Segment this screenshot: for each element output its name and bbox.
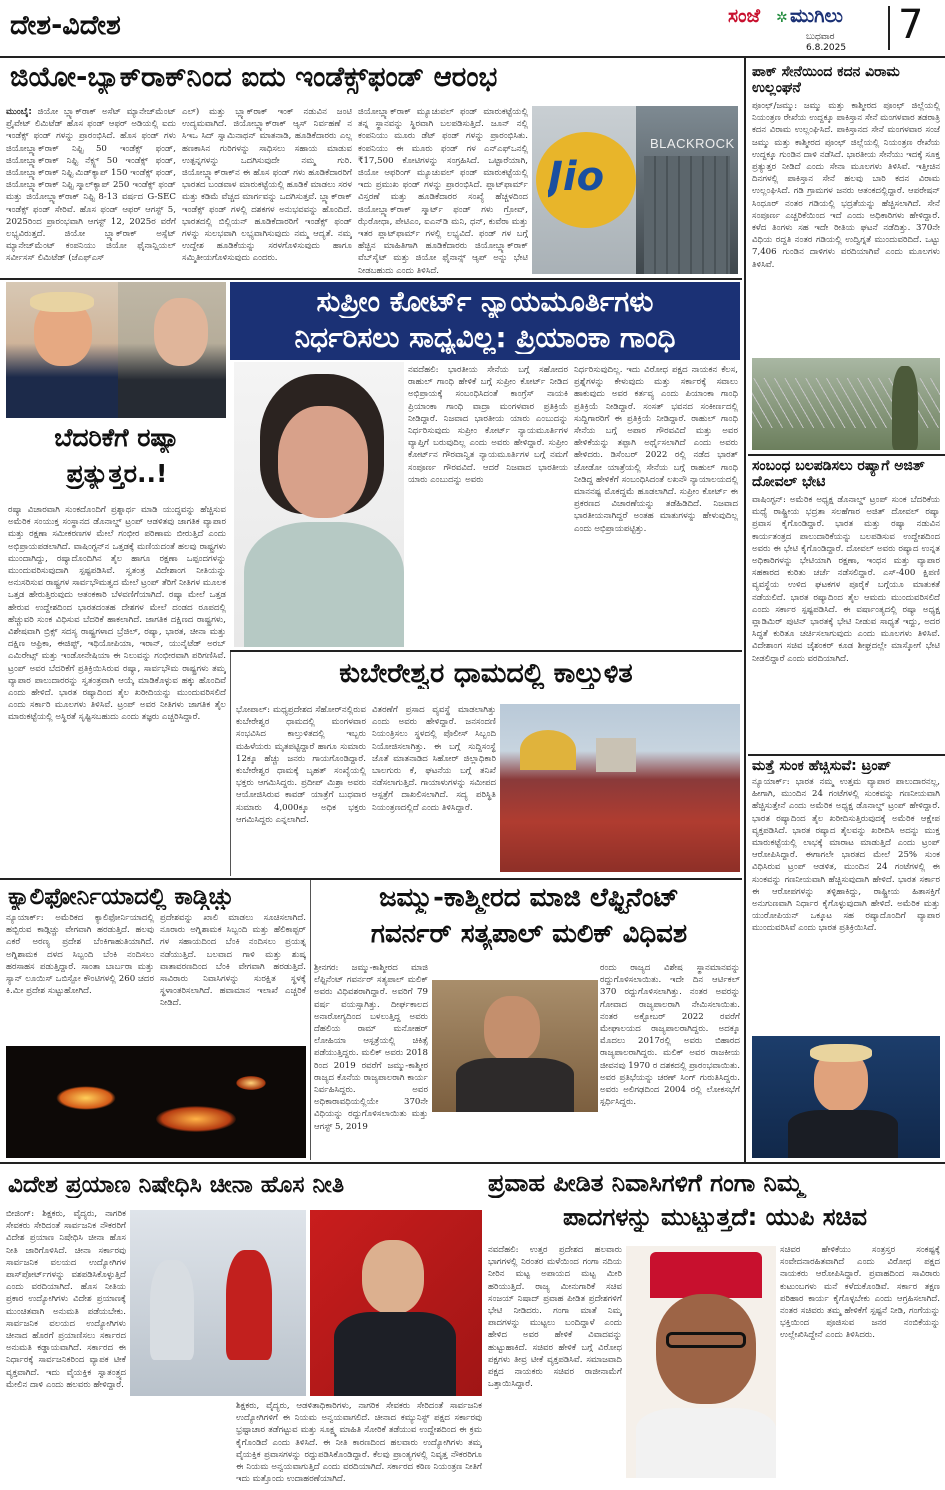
pak-body: ಪೂಂಛ್/ಜಮ್ಮು: ಜಮ್ಮು ಮತ್ತು ಕಾಶ್ಮೀರದ ಪೂಂಛ್ ಜಿಲ್ಲೆಯಲ್ಲಿ ನಿಯಂತ್ರಣ ರೇಖೆಯ ಉದ್ದಕ್ಕೂ ಪಾಕಿಸ್ತಾನ ಸೇನೆ ಮಂಗಳವಾರ ತಡರಾತ್ರಿ ಕದನ ವಿರಾಮ ಉಲ್ಲಂಘಿಸಿದೆ. ಪಾಕಿಸ್ತಾನದ ಸೇನೆ ಮಂಗಳವಾರ ಸಂಜೆ ಜಮ್ಮು ಮತ್ತು ಕಾಶ್ಮೀರದ ಪೂಂಛ್ ಜಿಲ್ಲೆಯಲ್ಲಿ ನಿಯಂತ್ರಣ ರೇಖೆಯ ಉದ್ದಕ್ಕೂ ಗುಂಡಿನ ದಾಳಿ ನಡೆಸಿದೆ. ಭಾರತೀಯ ಸೇನೆಯು ಇದಕ್ಕೆ ಸೂಕ್ತ ಪ್ರತ್ಯುತ್ತರ ನೀಡಿದೆ ಎಂದು ಸೇನಾ ಮೂಲಗಳು ತಿಳಿಸಿವೆ. ಇತ್ತೀಚಿನ ದಿನಗಳಲ್ಲಿ ಪಾಕಿಸ್ತಾನ ಸೇನೆ ಹಲವು ಬಾರಿ ಕದನ ವಿರಾಮ ಉಲ್ಲಂಘಿಸಿದೆ. ಗಡಿ ಗ್ರಾಮಗಳ ಜನರು ಆತಂಕದಲ್ಲಿದ್ದಾರೆ. ಆಪರೇಷನ್ ಸಿಂಧೂರ್ ನಂತರ ಗಡಿಯಲ್ಲಿ ಭದ್ರತೆಯನ್ನು ಹೆಚ್ಚಿಸಲಾಗಿದೆ. ಸೇನೆ ಸಂಪೂರ್ಣ ಎಚ್ಚರಿಕೆಯಿಂದ ಇದೆ ಎಂದು ಅಧಿಕಾರಿಗಳು ಹೇಳಿದ್ದಾರೆ. ಕಳೆದ ತಿಂಗಳು ಸಹ ಇದೇ ರೀತಿಯ ಘಟನೆ ನಡೆದಿತ್ತು. 370ನೇ ವಿಧಿಯ ರದ್ದತಿ ನಂತರ ಗಡಿಯಲ್ಲಿ ಉದ್ವಿಗ್ನತೆ ಮುಂದುವರಿದಿದೆ. ಒಟ್ಟು 7,406 ಗುಂಡಿನ ದಾಳಿಗಳು ವರದಿಯಾಗಿವೆ ಎಂದು ಮೂಲಗಳು ತಿಳಿಸಿವೆ.	[752, 101, 940, 270]
xi-jinping-photo	[310, 1210, 482, 1396]
rule-right-2	[748, 754, 945, 756]
russia-body: ರಷ್ಯಾ ವಿಚಾರವಾಗಿ ಸುಂಕದೊಂದಿಗೆ ಪ್ರಶ್ನಾರ್ಥ ಮಾಡಿ ಯುದ್ಧವನ್ನು ಹೆಚ್ಚಿಸುವ ಅಮೆರಿಕ ಸಂಯುಕ್ತ ಸಂಸ್ಥಾನದ ಡೊನಾಲ್ಡ್ ಟ್ರಂಪ್ ಆಡಳಿತವು ಜಾಗತಿಕ ವ್ಯಾಪಾರ ಮತ್ತು ರಕ್ಷಣಾ ಸಮೀಕರಣಗಳ ಮೇಲೆ ಗಂಭೀರ ಪರಿಣಾಮ ಬೀರುತ್ತಿದೆ ಎಂದು ಅಭಿಪ್ರಾಯಪಡಲಾಗಿದೆ. ವಾಷಿಂಗ್ಟನ್‌ನ ಒತ್ತಡಕ್ಕೆ ಮಣಿಯದಂತೆ ಹಲವು ರಾಷ್ಟ್ರಗಳು ಮುಂದಾಗಿದ್ದು, ರಷ್ಯಾದೊಂದಿಗಿನ ತೈಲ ಹಾಗೂ ರಕ್ಷಣಾ ಒಪ್ಪಂದಗಳನ್ನು ಮುಂದುವರಿಸುವುದಾಗಿ ಸ್ಪಷ್ಟಪಡಿಸಿವೆ. ಸ್ವತಂತ್ರ ವಿದೇಶಾಂಗ ನೀತಿಯನ್ನು ಅನುಸರಿಸುವ ರಾಷ್ಟ್ರಗಳ ಸಾರ್ವಭೌಮತ್ವದ ಮೇಲೆ ಟ್ರಂಪ್ ತೆರಿಗೆ ನೀತಿಗಳ ಮೂಲಕ ಒತ್ತಡ ಹೇರುತ್ತಿರುವುದು ಆತಂಕಕಾರಿ ಬೆಳವಣಿಗೆಯಾಗಿದೆ. ರಷ್ಯಾ ಮೇಲೆ ಒತ್ತಡ ಹೇರುವ ಉದ್ದೇಶದಿಂದ ಭಾರತದಂತಹ ದೇಶಗಳ ಮೇಲೆ ದಂಡದ ರೂಪದಲ್ಲಿ ಹೆಚ್ಚುವರಿ ಸುಂಕ ವಿಧಿಸುವ ಬೆದರಿಕೆ ಹಾಕಲಾಗಿದೆ. ಜಾಗತಿಕ ದಕ್ಷಿಣದ ರಾಷ್ಟ್ರಗಳು, ವಿಶೇಷವಾಗಿ ಬ್ರಿಕ್ಸ್ ಸದಸ್ಯ ರಾಷ್ಟ್ರಗಳಾದ ಬ್ರೆಜಿಲ್, ರಷ್ಯಾ, ಭಾರತ, ಚೀನಾ ಮತ್ತು ದಕ್ಷಿಣ ಆಫ್ರಿಕಾ, ಈಜಿಪ್ಟ್, ಇಥಿಯೋಪಿಯಾ, ಇರಾನ್, ಯುನೈಟೆಡ್ ಅರಬ್ ಎಮಿರೇಟ್ಸ್ ಮತ್ತು ಇಂಡೋನೇಷಿಯಾ ಈ ನಿಲುವನ್ನು ಗಂಭೀರವಾಗಿ ಪರಿಗಣಿಸಿವೆ. ಟ್ರಂಪ್ ಅವರ ಬೆದರಿಕೆಗೆ ಪ್ರತಿಕ್ರಿಯಿಸಿರುವ ರಷ್ಯಾ, ಸಾರ್ವಭೌಮ ರಾಷ್ಟ್ರಗಳು ತಮ್ಮ ವ್ಯಾಪಾರ ಪಾಲುದಾರರನ್ನು ಸ್ವತಂತ್ರವಾಗಿ ಆಯ್ಕೆ ಮಾಡಿಕೊಳ್ಳುವ ಹಕ್ಕು ಹೊಂದಿವೆ ಎಂದು ಹೇಳಿದೆ. ಭಾರತ ರಷ್ಯಾದಿಂದ ತೈಲ ಖರೀದಿಯನ್ನು ಮುಂದುವರಿಸಲಿದೆ ಎಂದು ಸರ್ಕಾರಿ ಮೂಲಗಳು ತಿಳಿಸಿವೆ. ಟ್ರಂಪ್ ಅವರ ನೀತಿಗಳು ಜಾಗತಿಕ ತೈಲ ಮಾರುಕಟ್ಟೆಯಲ್ಲಿ ಅಸ್ಥಿರತೆ ಸೃಷ್ಟಿಸಬಹುದು ಎಂದು ತಜ್ಞರು ಎಚ್ಚರಿಸಿದ್ದಾರೆ.	[8, 505, 226, 723]
kuber-headline: ಕುಬೇರೇಶ್ವರ ಧಾಮದಲ್ಲಿ ಕಾಲ್ತುಳಿತ	[339, 658, 633, 689]
california-col-1: ನ್ಯೂಯಾರ್ಕ್: ಅಮೆರಿಕದ ಕ್ಯಾಲಿಫೋರ್ನಿಯಾದಲ್ಲಿ ಹಬ್ಬಿರುವ ಕಾಡ್ಗಿಚ್ಚು ವೇಗವಾಗಿ ಹರಡುತ್ತಿದೆ. ಹಲವು ಎಕರೆ ಅರಣ್ಯ ಪ್ರದೇಶ ಬೆಂಕಿಗಾಹುತಿಯಾಗಿದೆ. ಅಗ್ನಿಶಾಮಕ ದಳದ ಸಿಬ್ಬಂದಿ ಬೆಂಕಿ ನಂದಿಸಲು ಹರಸಾಹಸ ಪಡುತ್ತಿದ್ದಾರೆ. ಸಾಂತಾ ಬಾರ್ಬರಾ ಮತ್ತು ಸ್ಯಾನ್ ಲೂಯಿಸ್ ಒಬಿಸ್ಪೋ ಕೌಂಟಿಗಳಲ್ಲಿ 260 ಚದರ ಕಿ.ಮೀ ಪ್ರದೇಶ ಸುಟ್ಟುಹೋಗಿದೆ.	[6, 913, 154, 997]
russia-headline-line-1: ಬೆದರಿಕೆಗೆ ರಷ್ಯಾ	[54, 424, 180, 452]
trump-hair	[30, 292, 94, 312]
rule-1	[0, 278, 742, 280]
california-headline: ಕ್ಯಾಲಿಫೋರ್ನಿಯಾದಲ್ಲಿ ಕಾಡ್ಗಿಚ್ಚು	[8, 884, 234, 910]
rule-v-right	[744, 58, 746, 1162]
priyanka-headline-line-1: ಸುಪ್ರೀಂ ಕೋರ್ಟ್ ನ್ಯಾಯಮೂರ್ತಿಗಳು	[316, 286, 654, 318]
blackrock-building-image	[636, 106, 738, 274]
priyanka-headline-banner	[230, 282, 740, 360]
trump-tariff-headline: ಮತ್ತೆ ಸುಂಕ ಹೆಚ್ಚಿಸುವೆ: ಟ್ರಂಪ್	[752, 758, 892, 774]
kuber-crowd-photo	[500, 704, 740, 872]
jio-dateline: ಮುಂಬೈ:	[6, 107, 32, 117]
page-number: 7	[898, 2, 924, 48]
palm-icon: ✲	[776, 10, 788, 26]
header-divider	[888, 6, 890, 50]
ganga-headline-line-1: ಪ್ರವಾಹ ಪೀಡಿತ ನಿವಾಸಿಗಳಿಗೆ ಗಂಗಾ ನಿಮ್ಮ	[488, 1170, 803, 1197]
trump-podium-photo	[752, 1036, 940, 1158]
jio-col-1	[6, 106, 176, 276]
priyanka-photo	[234, 362, 404, 647]
malik-jacket	[456, 1058, 574, 1112]
party-cap	[650, 1252, 762, 1298]
rule-v-mid	[310, 880, 311, 1160]
doval-headline: ಸಂಬಂಧ ಬಲಪಡಿಸಲು ರಷ್ಯಾಗೆ ಅಜಿತ್ ದೋವಲ್ ಭೇಟಿ	[752, 458, 925, 491]
officer-figure	[150, 1260, 194, 1360]
priyanka-col-2: ನಿರ್ಧರಿಸುವುದಿಲ್ಲ. ಇದು ವಿರೋಧ ಪಕ್ಷದ ನಾಯಕನ ಕೆಲಸ, ಪ್ರಶ್ನೆಗಳನ್ನು ಕೇಳುವುದು ಮತ್ತು ಸರ್ಕಾರಕ್ಕೆ ಸವಾಲು ಹಾಕುವುದು ಅವರ ಕರ್ತವ್ಯ ಎಂದು ಪಿಯಾಂಕಾ ಗಾಂಧಿ ಪ್ರತಿಕ್ರಿಯೆ ನೀಡಿದ್ದಾರೆ. ಸಂಸತ್ ಭವನದ ಸಂಕೀರ್ಣದಲ್ಲಿ ಸುದ್ದಿಗಾರರಿಗೆ ಈ ಪ್ರತಿಕ್ರಿಯೆ ನೀಡಿದ್ದಾರೆ. ರಾಹುಲ್ ಗಾಂಧಿ ಸೇನೆಯ ಬಗ್ಗೆ ಅಪಾರ ಗೌರವವಿದೆ ಮತ್ತು ಅವರ ಹೇಳಿಕೆಯನ್ನು ತಪ್ಪಾಗಿ ಅರ್ಥೈಸಲಾಗಿದೆ ಎಂದು ಅವರು ಹೇಳಿದರು. ಡಿಸೆಂಬರ್ 2022 ರಲ್ಲಿ ನಡೆದ ಭಾರತ್ ಜೋಡೋ ಯಾತ್ರೆಯಲ್ಲಿ ಸೇನೆಯ ಬಗ್ಗೆ ರಾಹುಲ್ ಗಾಂಧಿ ನೀಡಿದ್ದ ಹೇಳಿಕೆಗೆ ಸಂಬಂಧಿಸಿದಂತೆ ಲಖನೌ ನ್ಯಾಯಾಲಯದಲ್ಲಿ ಮಾನನಷ್ಟ ಮೊಕದ್ದಮೆ ಹೂಡಲಾಗಿದೆ. ಸುಪ್ರೀಂ ಕೋರ್ಟ್ ಈ ಪ್ರಕರಣದ ವಿಚಾರಣೆಯನ್ನು ತಡೆಹಿಡಿದಿದೆ. ನಿಜವಾದ ಭಾರತೀಯನಾಗಿದ್ದರೆ ಅಂತಹ ಮಾತುಗಳನ್ನು ಹೇಳುವುದಿಲ್ಲ ಎಂದು ಅಭಿಪ್ರಾಯಪಟ್ಟಿತ್ತು.	[574, 365, 738, 534]
temple-dome	[520, 730, 576, 770]
priyanka-headline-line-2: ನಿರ್ಧರಿಸಲು ಸಾಧ್ಯವಿಲ್ಲ: ಪ್ರಿಯಾಂಕಾ ಗಾಂಧಿ	[294, 322, 676, 354]
ganga-col-1: ನವದೆಹಲಿ: ಉತ್ತರ ಪ್ರದೇಶದ ಹಲವಾರು ಭಾಗಗಳಲ್ಲಿ ನಿರಂತರ ಮಳೆಯಿಂದ ಗಂಗಾ ನದಿಯ ನೀರಿನ ಮಟ್ಟ ಅಪಾಯದ ಮಟ್ಟ ಮೀರಿ ಹರಿಯುತ್ತಿದೆ. ರಾಜ್ಯ ಮೀನುಗಾರಿಕೆ ಸಚಿವ ಸಂಜಯ್ ನಿಷಾದ್ ಪ್ರವಾಹ ಪೀಡಿತ ಪ್ರದೇಶಗಳಿಗೆ ಭೇಟಿ ನೀಡಿದರು. ಗಂಗಾ ಮಾತೆ ನಿಮ್ಮ ಪಾದಗಳನ್ನು ಮುಟ್ಟಲು ಬಂದಿದ್ದಾಳೆ ಎಂದು ಹೇಳಿದ ಅವರ ಹೇಳಿಕೆ ವಿವಾದವನ್ನು ಹುಟ್ಟುಹಾಕಿದೆ. ಸಚಿವರ ಹೇಳಿಕೆ ಬಗ್ಗೆ ವಿರೋಧ ಪಕ್ಷಗಳು ತೀವ್ರ ಟೀಕೆ ವ್ಯಕ್ತಪಡಿಸಿವೆ. ಸಮಾಜವಾದಿ ಪಕ್ಷದ ನಾಯಕರು ಸಚಿವರ ರಾಜೀನಾಮೆಗೆ ಒತ್ತಾಯಿಸಿದ್ದಾರೆ.	[488, 1245, 622, 1390]
priyanka-col-1: ನವದೆಹಲಿ: ಭಾರತೀಯ ಸೇನೆಯ ಬಗ್ಗೆ ಸಹೋದರ ರಾಹುಲ್ ಗಾಂಧಿ ಹೇಳಿಕೆ ಬಗ್ಗೆ ಸುಪ್ರೀಂ ಕೋರ್ಟ್ ನೀಡಿದ ಅಭಿಪ್ರಾಯಕ್ಕೆ ಸಂಬಂಧಿಸಿದಂತೆ ಕಾಂಗ್ರೆಸ್ ನಾಯಕಿ ಪ್ರಿಯಾಂಕಾ ಗಾಂಧಿ ವಾದ್ರಾ ಮಂಗಳವಾರ ಪ್ರತಿಕ್ರಿಯೆ ನೀಡಿದ್ದಾರೆ. ನಿಜವಾದ ಭಾರತೀಯ ಯಾರು ಎಂಬುದನ್ನು ನಿರ್ಧರಿಸುವುದು ಸುಪ್ರೀಂ ಕೋರ್ಟ್ ನ್ಯಾಯಮೂರ್ತಿಗಳ ವ್ಯಾಪ್ತಿಗೆ ಬರುವುದಿಲ್ಲ ಎಂದು ಅವರು ಹೇಳಿದ್ದಾರೆ. ಸುಪ್ರೀಂ ಕೋರ್ಟ್‌ನ ಗೌರವಾನ್ವಿತ ನ್ಯಾಯಮೂರ್ತಿಗಳ ಬಗ್ಗೆ ನಮಗೆ ಸಂಪೂರ್ಣ ಗೌರವವಿದೆ. ಆದರೆ ನಿಜವಾದ ಭಾರತೀಯ ಯಾರು ಎಂಬುದನ್ನು ಅವರು	[408, 365, 568, 485]
section-label: ದೇಶ-ವಿದೇಶ	[10, 10, 121, 41]
minister-photo	[626, 1246, 776, 1478]
wildfire-photo	[6, 1046, 306, 1158]
malik-photo	[432, 980, 598, 1112]
fire-glow-3	[236, 1076, 266, 1090]
rule-right-1	[748, 454, 945, 456]
building-glass	[644, 156, 730, 274]
putin-face	[154, 298, 208, 366]
china-airport-photo	[130, 1210, 306, 1396]
issue-day: ಬುಧವಾರ	[806, 32, 835, 42]
malik-col-1: ಶ್ರೀನಗರ: ಜಮ್ಮು-ಕಾಶ್ಮೀರದ ಮಾಜಿ ಲೆಫ್ಟಿನೆಂಟ್ ಗವರ್ನರ್ ಸತ್ಯಪಾಲ್ ಮಲಿಕ್ ಅವರು ವಿಧಿವಶರಾಗಿದ್ದಾರೆ. ಅವರಿಗೆ 79 ವರ್ಷ ವಯಸ್ಸಾಗಿತ್ತು. ದೀರ್ಘಕಾಲದ ಅನಾರೋಗ್ಯದಿಂದ ಬಳಲುತ್ತಿದ್ದ ಅವರು ದೆಹಲಿಯ ರಾಮ್ ಮನೋಹರ್ ಲೋಹಿಯಾ ಆಸ್ಪತ್ರೆಯಲ್ಲಿ ಚಿಕಿತ್ಸೆ ಪಡೆಯುತ್ತಿದ್ದರು. ಮಲಿಕ್ ಅವರು 2018 ರಿಂದ 2019 ರವರೆಗೆ ಜಮ್ಮು-ಕಾಶ್ಮೀರ ರಾಜ್ಯದ ಕೊನೆಯ ರಾಜ್ಯಪಾಲರಾಗಿ ಕಾರ್ಯ ನಿರ್ವಹಿಸಿದ್ದರು. ಅವರ ಅಧಿಕಾರಾವಧಿಯಲ್ಲಿಯೇ 370ನೇ ವಿಧಿಯನ್ನು ರದ್ದುಗೊಳಿಸಲಾಯಿತು ಮತ್ತು ಆಗಸ್ಟ್ 5, 2019	[314, 963, 428, 1132]
california-col-2: ಪ್ರದೇಶವನ್ನು ಖಾಲಿ ಮಾಡಲು ಸೂಚಿಸಲಾಗಿದೆ. ನೂರಾರು ಅಗ್ನಿಶಾಮಕ ಸಿಬ್ಬಂದಿ ಮತ್ತು ಹೆಲಿಕಾಪ್ಟರ್ ಗಳ ಸಹಾಯದಿಂದ ಬೆಂಕಿ ನಂದಿಸಲು ಪ್ರಯತ್ನ ನಡೆಯುತ್ತಿದೆ. ಬಲವಾದ ಗಾಳಿ ಮತ್ತು ಶುಷ್ಕ ವಾತಾವರಣದಿಂದ ಬೆಂಕಿ ವೇಗವಾಗಿ ಹರಡುತ್ತಿದೆ. ಸಾವಿರಾರು ನಿವಾಸಿಗಳನ್ನು ಸುರಕ್ಷಿತ ಸ್ಥಳಕ್ಕೆ ಸ್ಥಳಾಂತರಿಸಲಾಗಿದೆ. ಹವಾಮಾನ ಇಲಾಖೆ ಎಚ್ಚರಿಕೆ ನೀಡಿದೆ.	[160, 913, 306, 1009]
china-col-2: ಶಿಕ್ಷಕರು, ವೈದ್ಯರು, ಆಡಳಿತಾಧಿಕಾರಿಗಳು, ನಾಗರಿಕ ಸೇವಕರು ಸೇರಿದಂತೆ ಸಾರ್ವಜನಿಕ ಉದ್ಯೋಗಿಗಳಿಗೆ ಈ ನಿಯಮ ಅನ್ವಯವಾಗಲಿದೆ. ಚೀನಾದ ಕಮ್ಯುನಿಸ್ಟ್ ಪಕ್ಷದ ಸರ್ಕಾರವು ಭ್ರಷ್ಟಾಚಾರ ತಡೆಗಟ್ಟುವ ಮತ್ತು ಸೂಕ್ಷ್ಮ ಮಾಹಿತಿ ಸೋರಿಕೆ ತಡೆಯುವ ಉದ್ದೇಶದಿಂದ ಈ ಕ್ರಮ ಕೈಗೊಂಡಿದೆ ಎಂದು ತಿಳಿಸಿದೆ. ಈ ನೀತಿ ಕಾರಣದಿಂದ ಹಲವಾರು ಉದ್ಯೋಗಿಗಳು ತಮ್ಮ ವೈಯಕ್ತಿಕ ಪ್ರವಾಸಗಳನ್ನು ರದ್ದುಪಡಿಸಿಕೊಂಡಿದ್ದಾರೆ. ಕೆಲವು ಪ್ರಾಂತ್ಯಗಳಲ್ಲಿ ನಿವೃತ್ತ ನೌಕರರಿಗೂ ಈ ನಿಯಮ ಅನ್ವಯವಾಗುತ್ತಿದೆ ಎಂದು ವರದಿಯಾಗಿದೆ. ಸರ್ಕಾರದ ಕಠಿಣ ನಿಯಂತ್ರಣ ನೀತಿಗೆ ಇದು ಮತ್ತೊಂದು ಉದಾಹರಣೆಯಾಗಿದೆ.	[236, 1401, 482, 1485]
minister-face	[656, 1294, 756, 1404]
temple-spire	[596, 738, 636, 772]
russia-headline-line-2: ಪ್ರತ್ಯುತ್ತರ..!	[66, 460, 168, 488]
malik-face	[484, 996, 540, 1062]
malik-headline-line-1: ಜಮ್ಮು-ಕಾಶ್ಮೀರದ ಮಾಜಿ ಲೆಫ್ಟಿನೆಂಟ್	[379, 884, 679, 913]
jio-blackrock-photo	[532, 106, 738, 274]
jio-col-2: ಎಲ್) ಮತ್ತು ಬ್ಲ್ಯಾಕ್‌ರಾಕ್ ಇಂಕ್ ನಡುವಿನ ಜಂಟಿ ಉದ್ಯಮವಾಗಿದೆ. ಜಿಯೋಬ್ಲ್ಯಾಕ್‌ರಾಕ್ ಆ್ಯಸ್ ನಿರ್ವಹಣೆ ನ ಸಿಇಒ ಸಿದ್ ಸ್ವಾಮಿನಾಥನ್ ಮಾತನಾಡಿ, ಹೂಡಿಕೆದಾರರು ಎಲ್ಲ ಹಣಕಾಸಿನ ಗುರಿಗಳನ್ನು ಸಾಧಿಸಲು ಸಹಾಯ ಮಾಡುವ ಉತ್ಪನ್ನಗಳನ್ನು ಒದಗಿಸುವುದೇ ನಮ್ಮ ಗುರಿ. ಜಿಯೋಬ್ಲ್ಯಾಕ್‌ರಾಕ್‌ನ ಈ ಹೊಸ ಫಂಡ್ ಗಳು ಹೂಡಿಕೆದಾರರಿಗೆ ಭಾರತದ ಬಂಡವಾಳ ಮಾರುಕಟ್ಟೆಯಲ್ಲಿ ಹೂಡಿಕೆ ಮಾಡಲು ಸರಳ ಮತ್ತು ಕಡಿಮೆ ವೆಚ್ಚದ ಮಾರ್ಗವನ್ನು ಒದಗಿಸುತ್ತವೆ. ಬ್ಲ್ಯಾಕ್‌ರಾಕ್ ಇಂಡೆಕ್ಸ್ ಫಂಡ್ ಗಳಲ್ಲಿ ದಶಕಗಳ ಅನುಭವವನ್ನು ಹೊಂದಿದೆ. ಭಾರತದಲ್ಲಿ ಬಿಲ್ಲಿಯನ್ ಹೂಡಿಕೆದಾರರಿಗೆ ಇಂಡೆಕ್ಸ್ ಫಂಡ್ ಗಳನ್ನು ಸುಲಭವಾಗಿ ಲಭ್ಯವಾಗಿಸುವುದು ನಮ್ಮ ಆದ್ಯತೆ. ನಮ್ಮ ಉದ್ದೇಶ ಹೂಡಿಕೆಯನ್ನು ಸರಳಗೊಳಿಸುವುದು ಹಾಗೂ ಸಮ್ಮಿತೀಯಗೊಳಿಸುವುದು ಎಂದರು.	[182, 107, 352, 264]
fire-glow-2	[156, 1106, 236, 1132]
issue-date: 6.8.2025	[806, 43, 847, 53]
kuber-col-1: ಭೋಪಾಲ್: ಮಧ್ಯಪ್ರದೇಶದ ಸೆಹೋರ್‌ನಲ್ಲಿರುವ ಕುಬೇರೇಶ್ವರ ಧಾಮದಲ್ಲಿ ಮಂಗಳವಾರ ಸಂಭವಿಸಿದ ಕಾಲ್ತುಳಿತದಲ್ಲಿ ಇಬ್ಬರು ಮಹಿಳೆಯರು ಮೃತಪಟ್ಟಿದ್ದಾರೆ ಹಾಗೂ ಸುಮಾರು 12ಕ್ಕೂ ಹೆಚ್ಚು ಜನರು ಗಾಯಗೊಂಡಿದ್ದಾರೆ. ಕುಬೇರೇಶ್ವರ ಧಾಮಕ್ಕೆ ಬೃಹತ್ ಸಂಖ್ಯೆಯಲ್ಲಿ ಭಕ್ತರು ಆಗಮಿಸಿದ್ದರು. ಪ್ರದೀಪ್ ಮಿಶ್ರಾ ಅವರು ಆಯೋಜಿಸಿರುವ ಕಾವಡ್ ಯಾತ್ರೆಗೆ ಬುಧವಾರ ಸುಮಾರು 4,000ಕ್ಕೂ ಅಧಿಕ ಭಕ್ತರು ಆಗಮಿಸಿದ್ದರು ಎನ್ನಲಾಗಿದೆ.	[236, 705, 366, 825]
trump-podium-suit	[788, 1110, 898, 1158]
jio-logo-image	[532, 106, 636, 274]
trump-tariff-body: ನ್ಯೂಯಾರ್ಕ್: ಭಾರತ ನಮ್ಮ ಉತ್ತಮ ವ್ಯಾಪಾರ ಪಾಲುದಾರನಲ್ಲ, ಹೀಗಾಗಿ, ಮುಂದಿನ 24 ಗಂಟೆಗಳಲ್ಲಿ ಸುಂಕವನ್ನು ಗಣನೀಯವಾಗಿ ಹೆಚ್ಚಿಸುತ್ತೇನೆ ಎಂದು ಅಮೆರಿಕ ಅಧ್ಯಕ್ಷ ಡೊನಾಲ್ಡ್ ಟ್ರಂಪ್ ಹೇಳಿದ್ದಾರೆ. ಭಾರತ ರಷ್ಯಾದಿಂದ ತೈಲ ಖರೀದಿಸುತ್ತಿರುವುದಕ್ಕೆ ಅಮೆರಿಕ ಆಕ್ಷೇಪ ವ್ಯಕ್ತಪಡಿಸಿದೆ. ಭಾರತ ರಷ್ಯಾದ ತೈಲವನ್ನು ಖರೀದಿಸಿ ಅದನ್ನು ಮುಕ್ತ ಮಾರುಕಟ್ಟೆಯಲ್ಲಿ ಲಾಭಕ್ಕೆ ಮಾರಾಟ ಮಾಡುತ್ತಿದೆ ಎಂದು ಟ್ರಂಪ್ ಆರೋಪಿಸಿದ್ದಾರೆ. ಈಗಾಗಲೇ ಭಾರತದ ಮೇಲೆ 25% ಸುಂಕ ವಿಧಿಸಿರುವ ಟ್ರಂಪ್ ಆಡಳಿತ, ಮುಂದಿನ 24 ಗಂಟೆಗಳಲ್ಲಿ ಈ ಸುಂಕವನ್ನು ಗಣನೀಯವಾಗಿ ಹೆಚ್ಚಿಸುವುದಾಗಿ ಹೇಳಿದೆ. ಭಾರತ ಸರ್ಕಾರ ಈ ಆರೋಪಗಳನ್ನು ತಳ್ಳಿಹಾಕಿದ್ದು, ರಾಷ್ಟ್ರೀಯ ಹಿತಾಸಕ್ತಿಗೆ ಅನುಗುಣವಾಗಿ ನಿರ್ಧಾರ ಕೈಗೊಳ್ಳುವುದಾಗಿ ಹೇಳಿದೆ. ಅಮೆರಿಕ ಮತ್ತು ಯುರೋಪಿಯನ್ ಒಕ್ಕೂಟ ಸಹ ರಷ್ಯಾದೊಂದಿಗೆ ವ್ಯಾಪಾರ ಮುಂದುವರಿಸಿವೆ ಎಂದು ಭಾರತ ಪ್ರತಿಕ್ರಿಯಿಸಿದೆ.	[752, 777, 940, 934]
minister-shirt	[636, 1408, 776, 1478]
priyanka-saree	[244, 522, 404, 647]
soldier-figure	[892, 366, 918, 450]
blackrock-sign: BLACKROCK	[650, 136, 735, 151]
kuber-col-2: ವಿತರಣೆಗೆ ಪ್ರಸಾದ ವ್ಯವಸ್ಥೆ ಮಾಡಲಾಗಿತ್ತು ಎಂದು ಅವರು ಹೇಳಿದ್ದಾರೆ. ಜನಸಂದಣಿ ನಿಯಂತ್ರಿಸಲು ಸ್ಥಳದಲ್ಲಿ ಪೊಲೀಸ್ ಸಿಬ್ಬಂದಿ ನಿಯೋಜಿಸಲಾಗಿತ್ತು. ಈ ಬಗ್ಗೆ ಸುದ್ದಿಸಂಸ್ಥೆ ಜೊತೆ ಮಾತನಾಡಿದ ಸಿಹೋರ್ ಜಿಲ್ಲಾಧಿಕಾರಿ ಬಾಲಗುರು ಕೆ, ಘಟನೆಯ ಬಗ್ಗೆ ತನಿಖೆ ನಡೆಸಲಾಗುತ್ತಿದೆ. ಗಾಯಾಳುಗಳನ್ನು ಸಮೀಪದ ಆಸ್ಪತ್ರೆಗೆ ದಾಖಲಿಸಲಾಗಿದೆ. ಸದ್ಯ ಪರಿಸ್ಥಿತಿ ನಿಯಂತ್ರಣದಲ್ಲಿದೆ ಎಂದು ತಿಳಿಸಿದ್ದಾರೆ.	[372, 705, 496, 813]
priyanka-face	[278, 406, 368, 518]
ganga-headline-line-2: ಪಾದಗಳನ್ನು ಮುಟ್ಟುತ್ತದೆ: ಯುಪಿ ಸಚಿವ	[563, 1204, 867, 1231]
trump-putin-photo	[6, 282, 226, 418]
jio-col-3: ಜಿಯೋಬ್ಲ್ಯಾಕ್‌ರಾಕ್ ಮ್ಯೂಚುವಲ್ ಫಂಡ್ ಮಾರುಕಟ್ಟೆಯಲ್ಲಿ ತನ್ನ ಸ್ಥಾನವನ್ನು ಸ್ಥಿರವಾಗಿ ಬಲಪಡಿಸುತ್ತಿದೆ. ಜೂನ್ ನಲ್ಲಿ ಕಂಪನಿಯು ಮೂರು ಡೆಟ್ ಫಂಡ್ ಗಳನ್ನು ಪ್ರಾರಂಭಿಸಿತು. ಕಂಪನಿಯು ಈ ಮೂರು ಫಂಡ್ ಗಳ ಎನ್‌ಎಫ್‌ಒನಲ್ಲಿ ₹17,500 ಕೋಟಿಗಳನ್ನು ಸಂಗ್ರಹಿಸಿದೆ. ಒಟ್ಟಾರೆಯಾಗಿ, ಜಿಯೋ ಆಫರಿಂಗ್ ಮ್ಯೂಚುವಲ್ ಫಂಡ್ ಮಾರುಕಟ್ಟೆಯಲ್ಲಿ ಇದು ಪ್ರಮುಖ ಫಂಡ್ ಗಳನ್ನು ಪ್ರಾರಂಭಿಸಿದೆ. ಪ್ಲಾಟ್‌ಫಾರ್ಮ್ ವಿಸ್ತರಣೆ ಮತ್ತು ಹೂಡಿಕೆದಾರರ ಸಂಖ್ಯೆ ಹೆಚ್ಚಳದಿಂದ ಜಿಯೋಬ್ಲ್ಯಾಕ್‌ರಾಕ್ ಸ್ಮಾರ್ಟ್ ಫಂಡ್ ಗಳು ಗ್ರೋವ್, ಝೆರೋಧಾ, ಪೇಟಿಎಂ, ಐಎನ್‌ಡಿ ಮನಿ, ಧನ್, ಕುವೆರಾ ಮತ್ತು ಇತರ ಪ್ಲಾಟ್‌ಫಾರ್ಮ್ ಗಳಲ್ಲಿ ಲಭ್ಯವಿದೆ. ಫಂಡ್ ಗಳ ಬಗ್ಗೆ ಹೆಚ್ಚಿನ ಮಾಹಿತಿಗಾಗಿ ಹೂಡಿಕೆದಾರರು ಜಿಯೋಬ್ಲ್ಯಾಕ್‌ರಾಕ್ ವೆಬ್‌ಸೈಟ್ ಮತ್ತು ಜಿಯೋ ಫೈನಾನ್ಸ್ ಆ್ಯಪ್ ಅನ್ನು ಭೇಟಿ ನೀಡಬಹುದು ಎಂದು ತಿಳಿಸಿದೆ.	[358, 107, 528, 276]
page-header	[0, 0, 945, 56]
fire-glow-1	[56, 1086, 116, 1110]
xi-suit	[334, 1312, 456, 1396]
doval-body: ವಾಷಿಂಗ್ಟನ್: ಅಮೆರಿಕ ಅಧ್ಯಕ್ಷ ಡೊನಾಲ್ಡ್ ಟ್ರಂಪ್ ಸುಂಕ ಬೆದರಿಕೆಯ ಮಧ್ಯೆ ರಾಷ್ಟ್ರೀಯ ಭದ್ರತಾ ಸಲಹೆಗಾರ ಅಜಿತ್ ದೋವಲ್ ರಷ್ಯಾ ಪ್ರವಾಸ ಕೈಗೊಂಡಿದ್ದಾರೆ. ಭಾರತ ಮತ್ತು ರಷ್ಯಾ ನಡುವಿನ ಕಾರ್ಯತಂತ್ರದ ಪಾಲುದಾರಿಕೆಯನ್ನು ಬಲಪಡಿಸುವ ಉದ್ದೇಶದಿಂದ ಅವರು ಈ ಭೇಟಿ ಕೈಗೊಂಡಿದ್ದಾರೆ. ದೋವಲ್ ಅವರು ರಷ್ಯಾದ ಉನ್ನತ ಅಧಿಕಾರಿಗಳನ್ನು ಭೇಟಿಯಾಗಿ ರಕ್ಷಣಾ, ಇಂಧನ ಮತ್ತು ವ್ಯಾಪಾರ ಸಹಕಾರದ ಕುರಿತು ಚರ್ಚೆ ನಡೆಸಲಿದ್ದಾರೆ. ಎಸ್-400 ಕ್ಷಿಪಣಿ ವ್ಯವಸ್ಥೆಯ ಉಳಿದ ಘಟಕಗಳ ಪೂರೈಕೆ ಬಗ್ಗೆಯೂ ಮಾತುಕತೆ ನಡೆಯಲಿದೆ. ಭಾರತ ರಷ್ಯಾದಿಂದ ತೈಲ ಆಮದು ಮುಂದುವರಿಸಲಿದೆ ಎಂದು ಸರ್ಕಾರ ಸ್ಪಷ್ಟಪಡಿಸಿದೆ. ಈ ವರ್ಷಾಂತ್ಯದಲ್ಲಿ ರಷ್ಯಾ ಅಧ್ಯಕ್ಷ ವ್ಲಾಡಿಮಿರ್ ಪುಟಿನ್ ಭಾರತಕ್ಕೆ ಭೇಟಿ ನೀಡುವ ಸಾಧ್ಯತೆ ಇದ್ದು, ಅದರ ಸಿದ್ಧತೆ ಕುರಿತೂ ಚರ್ಚಿಸಲಾಗುವುದು ಎಂದು ಮೂಲಗಳು ತಿಳಿಸಿವೆ. ವಿದೇಶಾಂಗ ಸಚಿವ ಜೈಶಂಕರ್ ಕೂಡ ಶೀಘ್ರದಲ್ಲೇ ಮಾಸ್ಕೋಗೆ ಭೇಟಿ ನೀಡಲಿದ್ದಾರೆ ಎಂದು ವರದಿಯಾಗಿದೆ.	[752, 495, 940, 664]
malik-col-2: ರಂದು ರಾಜ್ಯದ ವಿಶೇಷ ಸ್ಥಾನಮಾನವನ್ನು ರದ್ದುಗೊಳಿಸಲಾಯಿತು. ಇದೇ ದಿನ ಆರ್ಟಿಕಲ್ 370 ರದ್ದುಗೊಳಿಸಲಾಗಿತ್ತು. ನಂತರ ಅವರನ್ನು ಗೋವಾದ ರಾಜ್ಯಪಾಲರಾಗಿ ನೇಮಿಸಲಾಯಿತು. ನಂತರ ಅಕ್ಟೋಬರ್ 2022 ರವರೆಗೆ ಮೇಘಾಲಯದ ರಾಜ್ಯಪಾಲರಾಗಿದ್ದರು. ಅದಕ್ಕೂ ಮೊದಲು 2017ರಲ್ಲಿ ಅವರು ಬಿಹಾರದ ರಾಜ್ಯಪಾಲರಾಗಿದ್ದರು. ಮಲಿಕ್ ಅವರ ರಾಜಕೀಯ ಜೀವನವು 1970 ರ ದಶಕದಲ್ಲಿ ಪ್ರಾರಂಭವಾಯಿತು. ಅವರ ಪ್ರತಿಭೆಯನ್ನು ಚರಣ್ ಸಿಂಗ್ ಗುರುತಿಸಿದ್ದರು. ಅವರು ಅಲಿಗಢದಿಂದ 2004 ರಲ್ಲಿ ಲೋಕಸಭೆಗೆ ಸ್ಪರ್ಧಿಸಿದ್ದರು.	[600, 963, 740, 1108]
jio-headline: ಜಿಯೋ-ಬ್ಯಾಕ್‌ರಾಕ್‌ನಿಂದ ಐದು ಇಂಡೆಕ್ಸ್‌ಫಂಡ್ ಆರಂಭ	[10, 62, 498, 93]
jio-logo-text: Jio	[548, 154, 605, 200]
pak-headline: ಪಾಕ್ ಸೇನೆಯಿಂದ ಕದನ ವಿರಾಮ ಉಲ್ಲಂಘನೆ	[752, 64, 900, 97]
xi-face	[362, 1240, 424, 1314]
rule-v-left	[230, 652, 231, 876]
rule-kuber-top	[230, 650, 742, 652]
brand-part-2: ಮುಗಿಲು	[790, 6, 843, 27]
trump-podium-hair	[810, 1044, 872, 1062]
rule-3	[0, 1162, 945, 1164]
border-fence-photo	[752, 358, 940, 450]
traveler-red-coat	[226, 1250, 272, 1360]
brand-logo	[728, 6, 856, 36]
ganga-col-2: ಸಚಿವರ ಹೇಳಿಕೆಯು ಸಂತ್ರಸ್ತರ ಸಂಕಷ್ಟಕ್ಕೆ ಸಂವೇದನಾರಹಿತವಾಗಿದೆ ಎಂದು ವಿರೋಧ ಪಕ್ಷದ ನಾಯಕರು ಆರೋಪಿಸಿದ್ದಾರೆ. ಪ್ರವಾಹದಿಂದ ಸಾವಿರಾರು ಕುಟುಂಬಗಳು ಮನೆ ಕಳೆದುಕೊಂಡಿವೆ. ಸರ್ಕಾರ ತಕ್ಷಣ ಪರಿಹಾರ ಕಾರ್ಯ ಕೈಗೊಳ್ಳಬೇಕು ಎಂದು ಆಗ್ರಹಿಸಲಾಗಿದೆ. ನಂತರ ಸಚಿವರು ತಮ್ಮ ಹೇಳಿಕೆಗೆ ಸ್ಪಷ್ಟನೆ ನೀಡಿ, ಗಂಗೆಯನ್ನು ಭಕ್ತಿಯಿಂದ ಪೂಜಿಸುವ ಜನರ ನಂಬಿಕೆಯನ್ನು ಉಲ್ಲೇಖಿಸಿದ್ದೇನೆ ಎಂದು ತಿಳಿಸಿದರು.	[780, 1245, 940, 1341]
china-headline: ವಿದೇಶ ಪ್ರಯಾಣ ನಿಷೇಧಿಸಿ ಚೀನಾ ಹೊಸ ನೀತಿ	[8, 1172, 345, 1198]
brand-part-1: ಸಂಜೆ	[728, 6, 761, 27]
malik-headline-line-2: ಗವರ್ನರ್ ಸತ್ಯಪಾಲ್ ಮಲಿಕ್ ವಿಧಿವಶ	[370, 920, 688, 949]
minister-glasses	[666, 1332, 746, 1348]
jio-col-1-text: ಜಿಯೋ ಬ್ಲ್ಯಾಕ್‌ರಾಕ್ ಅಸೆಟ್ ಮ್ಯಾನೇಜ್‌ಮೆಂಟ್ ಪ್ರೈವೇಟ್ ಲಿಮಿಟೆಡ್ ಹೊಸ ಫಂಡ್ ಆಫರ್ ಅಡಿಯಲ್ಲಿ ಐದು ಇಂಡೆಕ್ಸ್ ಫಂಡ್ ಗಳನ್ನು ಪ್ರಾರಂಭಿಸಿದೆ. ಹೊಸ ಫಂಡ್ ಗಳು ಜಿಯೋಬ್ಲ್ಯಾಕ್‌ರಾಕ್ ನಿಫ್ಟಿ 50 ಇಂಡೆಕ್ಸ್ ಫಂಡ್, ಜಿಯೋಬ್ಲ್ಯಾಕ್‌ರಾಕ್ ನಿಫ್ಟಿ ನೆಕ್ಸ್ಟ್ 50 ಇಂಡೆಕ್ಸ್ ಫಂಡ್, ಜಿಯೋಬ್ಲ್ಯಾಕ್‌ರಾಕ್ ನಿಫ್ಟಿ ಮಿಡ್‌ಕ್ಯಾಪ್ 150 ಇಂಡೆಕ್ಸ್ ಫಂಡ್, ಜಿಯೋಬ್ಲ್ಯಾಕ್‌ರಾಕ್ ನಿಫ್ಟಿ ಸ್ಮಾಲ್‌ಕ್ಯಾಪ್ 250 ಇಂಡೆಕ್ಸ್ ಫಂಡ್ ಮತ್ತು ಜಿಯೋಬ್ಲ್ಯಾಕ್‌ರಾಕ್ ನಿಫ್ಟಿ 8-13 ವರ್ಷದ G-SEC ಇಂಡೆಕ್ಸ್ ಫಂಡ್ ಸೇರಿವೆ. ಹೊಸ ಫಂಡ್ ಆಫರ್ ಆಗಸ್ಟ್ 5, 2025ರಿಂದ ಪ್ರಾರಂಭವಾಗಿ ಆಗಸ್ಟ್ 12, 2025ರ ವರೆಗೆ ಲಭ್ಯವಿರುತ್ತದೆ. ಜಿಯೋ ಬ್ಲ್ಯಾಕ್‌ರಾಕ್ ಅಸ್ಸೆಟ್ ಮ್ಯಾನೇಜ್‌ಮೆಂಟ್ ಕಂಪನಿಯು ಜಿಯೋ ಫೈನಾನ್ಷಿಯಲ್ ಸರ್ವೀಸಸ್ ಲಿಮಿಟೆಡ್ (ಜೆಎಫ್‌ಎಸ್	[6, 107, 176, 264]
header-rule	[0, 56, 945, 58]
china-col-1: ಬೀಜಿಂಗ್: ಶಿಕ್ಷಕರು, ವೈದ್ಯರು, ನಾಗರಿಕ ಸೇವಕರು ಸೇರಿದಂತೆ ಸಾರ್ವಜನಿಕ ನೌಕರರಿಗೆ ವಿದೇಶ ಪ್ರಯಾಣ ನಿಷೇಧಿಸಿ ಚೀನಾ ಹೊಸ ನೀತಿ ಜಾರಿಗೊಳಿಸಿದೆ. ಚೀನಾ ಸರ್ಕಾರವು ಸಾರ್ವಜನಿಕ ವಲಯದ ಉದ್ಯೋಗಿಗಳ ಪಾಸ್‌ಪೋರ್ಟ್‌ಗಳನ್ನು ವಶಪಡಿಸಿಕೊಳ್ಳುತ್ತಿದೆ ಎಂದು ವರದಿಯಾಗಿದೆ. ಹೊಸ ನೀತಿಯ ಪ್ರಕಾರ ಉದ್ಯೋಗಿಗಳು ವಿದೇಶ ಪ್ರಯಾಣಕ್ಕೆ ಮುಂಚಿತವಾಗಿ ಅನುಮತಿ ಪಡೆಯಬೇಕು. ಸಾರ್ವಜನಿಕ ವಲಯದ ಉದ್ಯೋಗಿಗಳು ಚೀನಾದ ಹೊರಗೆ ಪ್ರಯಾಣಿಸಲು ಸರ್ಕಾರದ ಅನುಮತಿ ಕಡ್ಡಾಯವಾಗಿದೆ. ಸರ್ಕಾರದ ಈ ನಿರ್ಧಾರಕ್ಕೆ ಸಾರ್ವಜನಿಕರಿಂದ ವ್ಯಾಪಕ ಟೀಕೆ ವ್ಯಕ್ತವಾಗಿದೆ. ಇದು ವೈಯಕ್ತಿಕ ಸ್ವಾತಂತ್ರ್ಯದ ಮೇಲಿನ ದಾಳಿ ಎಂದು ಹಲವರು ಹೇಳಿದ್ದಾರೆ.	[6, 1209, 126, 1390]
rule-2	[0, 878, 742, 880]
